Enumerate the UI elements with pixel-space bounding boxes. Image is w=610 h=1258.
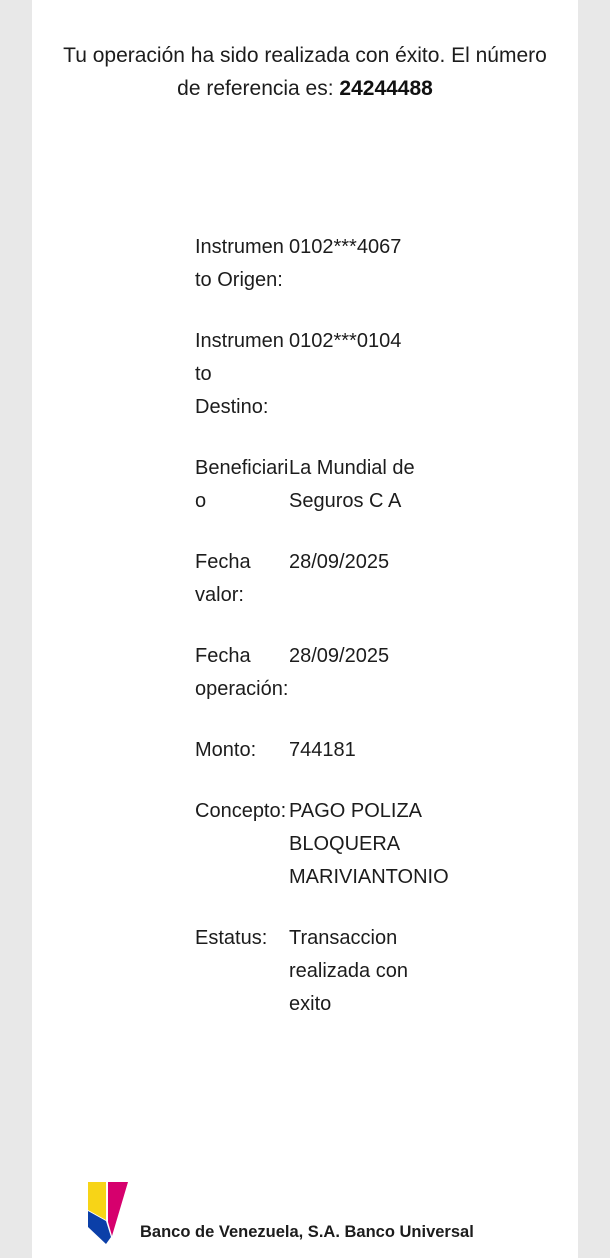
receipt-footer: [32, 1180, 578, 1252]
detail-value: 0102***4067: [289, 236, 402, 259]
detail-row-beneficiario: [195, 452, 558, 518]
detail-label: Instrumento Origen:: [195, 236, 284, 292]
detail-value: 28/09/2025: [289, 645, 390, 668]
detail-label: Beneficiario: [195, 457, 289, 513]
detail-label: Concepto:: [195, 800, 287, 823]
transaction-details: [32, 231, 578, 1021]
detail-label: Fecha valor:: [195, 551, 251, 607]
reference-number: 24244488: [339, 76, 433, 100]
detail-row-fecha-valor: [195, 546, 558, 612]
detail-row-estatus: [195, 922, 558, 1021]
detail-value: La Mundial de Seguros C A: [289, 457, 415, 513]
detail-label: Estatus:: [195, 927, 268, 950]
detail-label: Instrumento Destino:: [195, 330, 284, 419]
detail-value: PAGO POLIZA BLOQUERA MARIVIANTONIO: [289, 800, 449, 889]
receipt-sheet: [32, 0, 578, 1258]
detail-row-instrumento-destino: [195, 325, 558, 424]
success-headline: [32, 0, 578, 105]
detail-value: Transaccion realizada con exito: [289, 927, 408, 1016]
detail-row-monto: [195, 734, 558, 767]
detail-value: 28/09/2025: [289, 551, 390, 574]
bank-logo-icon: [86, 1180, 130, 1246]
detail-label: Monto:: [195, 739, 257, 762]
detail-value: 0102***0104: [289, 330, 402, 353]
success-headline-text: Tu operación ha sido realizada con éxito. El número de referencia es:: [63, 44, 547, 100]
bank-name-label: Banco de Venezuela, S.A. Banco Universal: [140, 1223, 474, 1241]
detail-label: Fecha operación:: [195, 645, 289, 701]
detail-row-instrumento-origen: [195, 231, 558, 297]
detail-row-fecha-operacion: [195, 640, 558, 706]
detail-value: 744181: [289, 739, 356, 762]
detail-row-concepto: [195, 795, 558, 894]
